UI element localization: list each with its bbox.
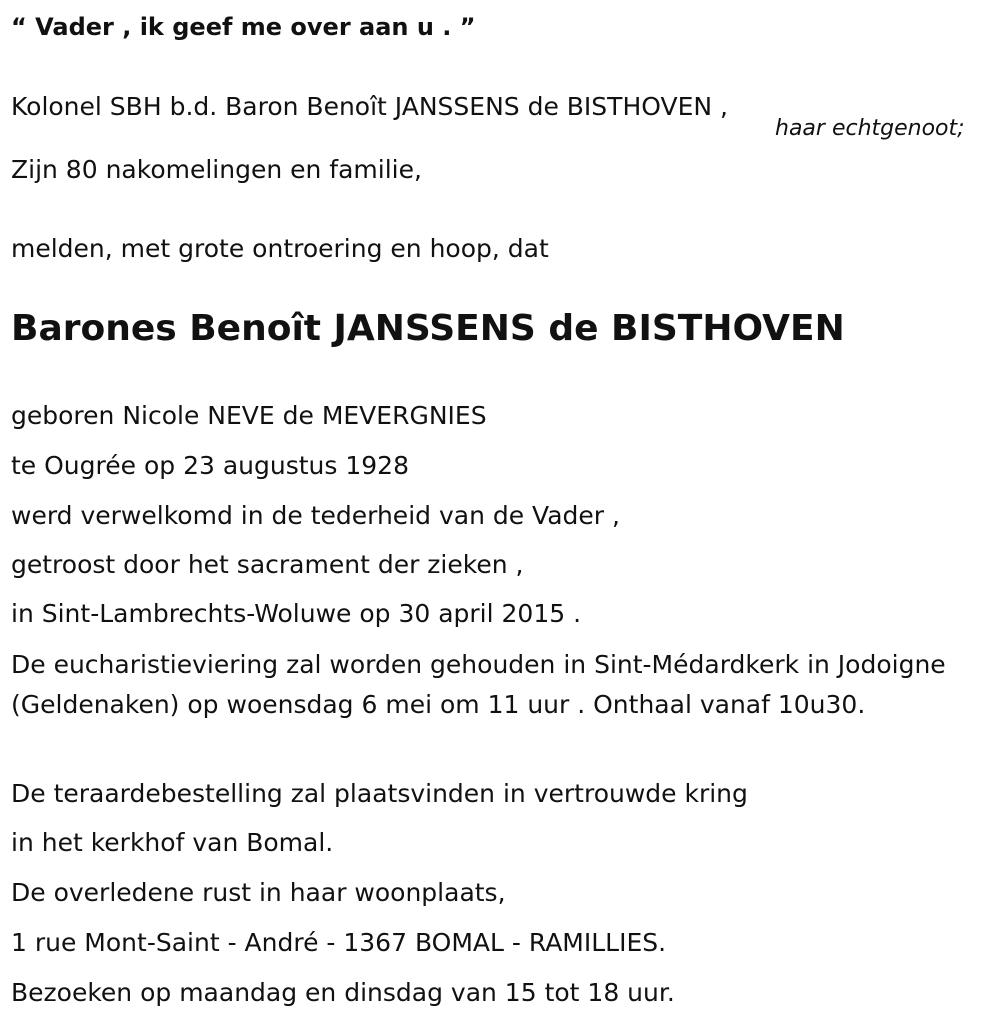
spouse-relation: haar echtgenoot; xyxy=(775,116,965,141)
birth-name-line: geboren Nicole NEVE de MEVERGNIES xyxy=(11,401,487,430)
announcement-line: melden, met grote ontroering en hoop, dat xyxy=(11,234,549,263)
family-line: Zijn 80 nakomelingen en familie, xyxy=(11,155,422,184)
resting-place-line: De overledene rust in haar woonplaats, xyxy=(11,878,506,907)
visiting-hours-line: Bezoeken op maandag en dinsdag van 15 tot 18 uur. xyxy=(11,978,675,1007)
sacrament-line: getroost door het sacrament der zieken , xyxy=(11,550,524,579)
funeral-mass-paragraph: De eucharistieviering zal worden gehouden in Sint-Médardkerk in Jodoigne (Geldenaken) op woensdag 6 mei om 11 uur . Onthaal vanaf 10u30. xyxy=(11,650,946,719)
cemetery-line: in het kerkhof van Bomal. xyxy=(11,828,334,857)
death-place-date-line: in Sint-Lambrechts-Woluwe op 30 april 2015 . xyxy=(11,599,582,628)
spouse-name: Kolonel SBH b.d. Baron Benoît JANSSENS de BISTHOVEN , xyxy=(11,92,728,121)
opening-quote: “ Vader , ik geef me over aan u . ” xyxy=(11,13,476,41)
address-line: 1 rue Mont-Saint - André - 1367 BOMAL - RAMILLIES. xyxy=(11,928,667,957)
burial-line: De teraardebestelling zal plaatsvinden in vertrouwde kring xyxy=(11,779,748,808)
deceased-name: Barones Benoît JANSSENS de BISTHOVEN xyxy=(11,308,845,349)
birth-place-date-line: te Ougrée op 23 augustus 1928 xyxy=(11,451,409,480)
welcomed-line: werd verwelkomd in de tederheid van de Vader , xyxy=(11,501,620,530)
